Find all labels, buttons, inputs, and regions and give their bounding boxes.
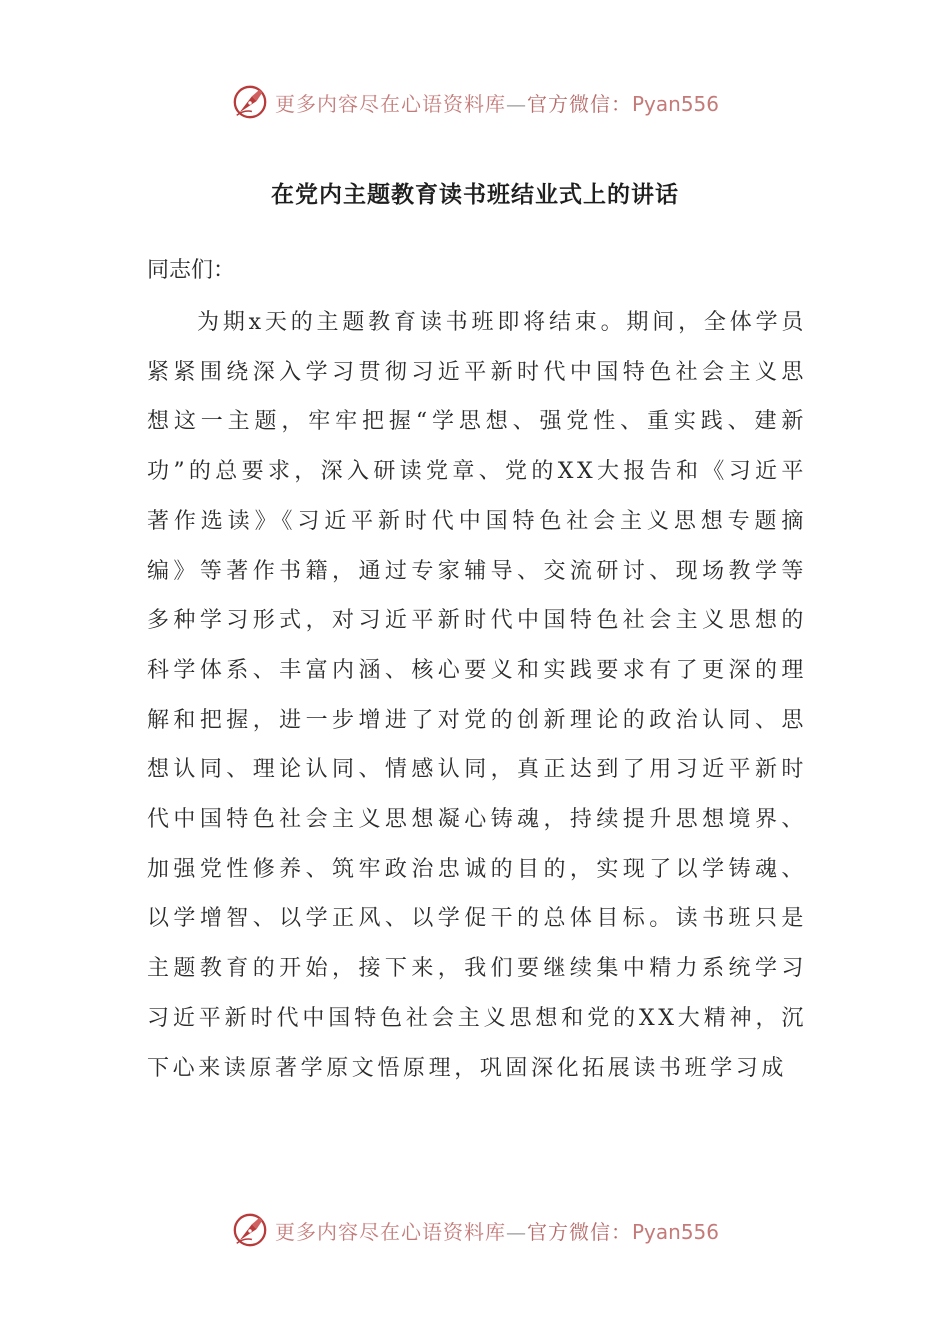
pen-nib-logo-icon — [231, 1211, 269, 1249]
banner-sub-text: 官方微信： — [526, 91, 632, 116]
footer-watermark-banner — [0, 1208, 950, 1252]
banner-sub-text: 官方微信： — [526, 1219, 632, 1244]
salutation: 同志们： — [147, 258, 236, 283]
banner-wechat-id: Pyan556 — [631, 91, 719, 116]
body-paragraph: 为期x天的主题教育读书班即将结束。期间，全体学员紧紧围绕深入学习贯彻习近平新时代中国特色社会主义思想这一主题，牢牢把握“学思想、强党性、重实践、建新功”的总要求，深入研读党章、党的XX大报告和《习近平著作选读》《习近平新时代中国特色社会主义思想专题摘编》等著作书籍，通过专家辅导、交流研讨、现场教学等多种学习形式，对习近平新时代中国特色社会主义思想的科学体系、丰富内涵、核心要义和实践要求有了更深的理解和把握，进一步增进了对党的创新理论的政治认同、思想认同、理论认同、情感认同，真正达到了用习近平新时代中国特色社会主义思想凝心铸魂，持续提升思想境界、加强党性修养、筑牢政治忠诚的目的，实现了以学铸魂、以学增智、以学正风、以学促干的总体目标。读书班只是主题教育的开始，接下来，我们要继续集中精力系统学习习近平新时代中国特色社会主义思想和党的XX大精神，沉下心来读原著学原文悟原理，巩固深化拓展读书班学习成 — [147, 310, 807, 1081]
footer-watermark-text — [275, 1216, 719, 1245]
header-watermark-text — [275, 88, 719, 117]
pen-nib-logo-icon — [231, 83, 269, 121]
document-title: 在党内主题教育读书班结业式上的讲话 — [271, 182, 679, 208]
banner-separator: — — [505, 1219, 527, 1244]
header-watermark-banner — [0, 80, 950, 124]
banner-main-text: 更多内容尽在心语资料库 — [274, 91, 506, 116]
banner-main-text: 更多内容尽在心语资料库 — [274, 1219, 506, 1244]
banner-wechat-id: Pyan556 — [631, 1219, 719, 1244]
banner-separator: — — [505, 91, 527, 116]
